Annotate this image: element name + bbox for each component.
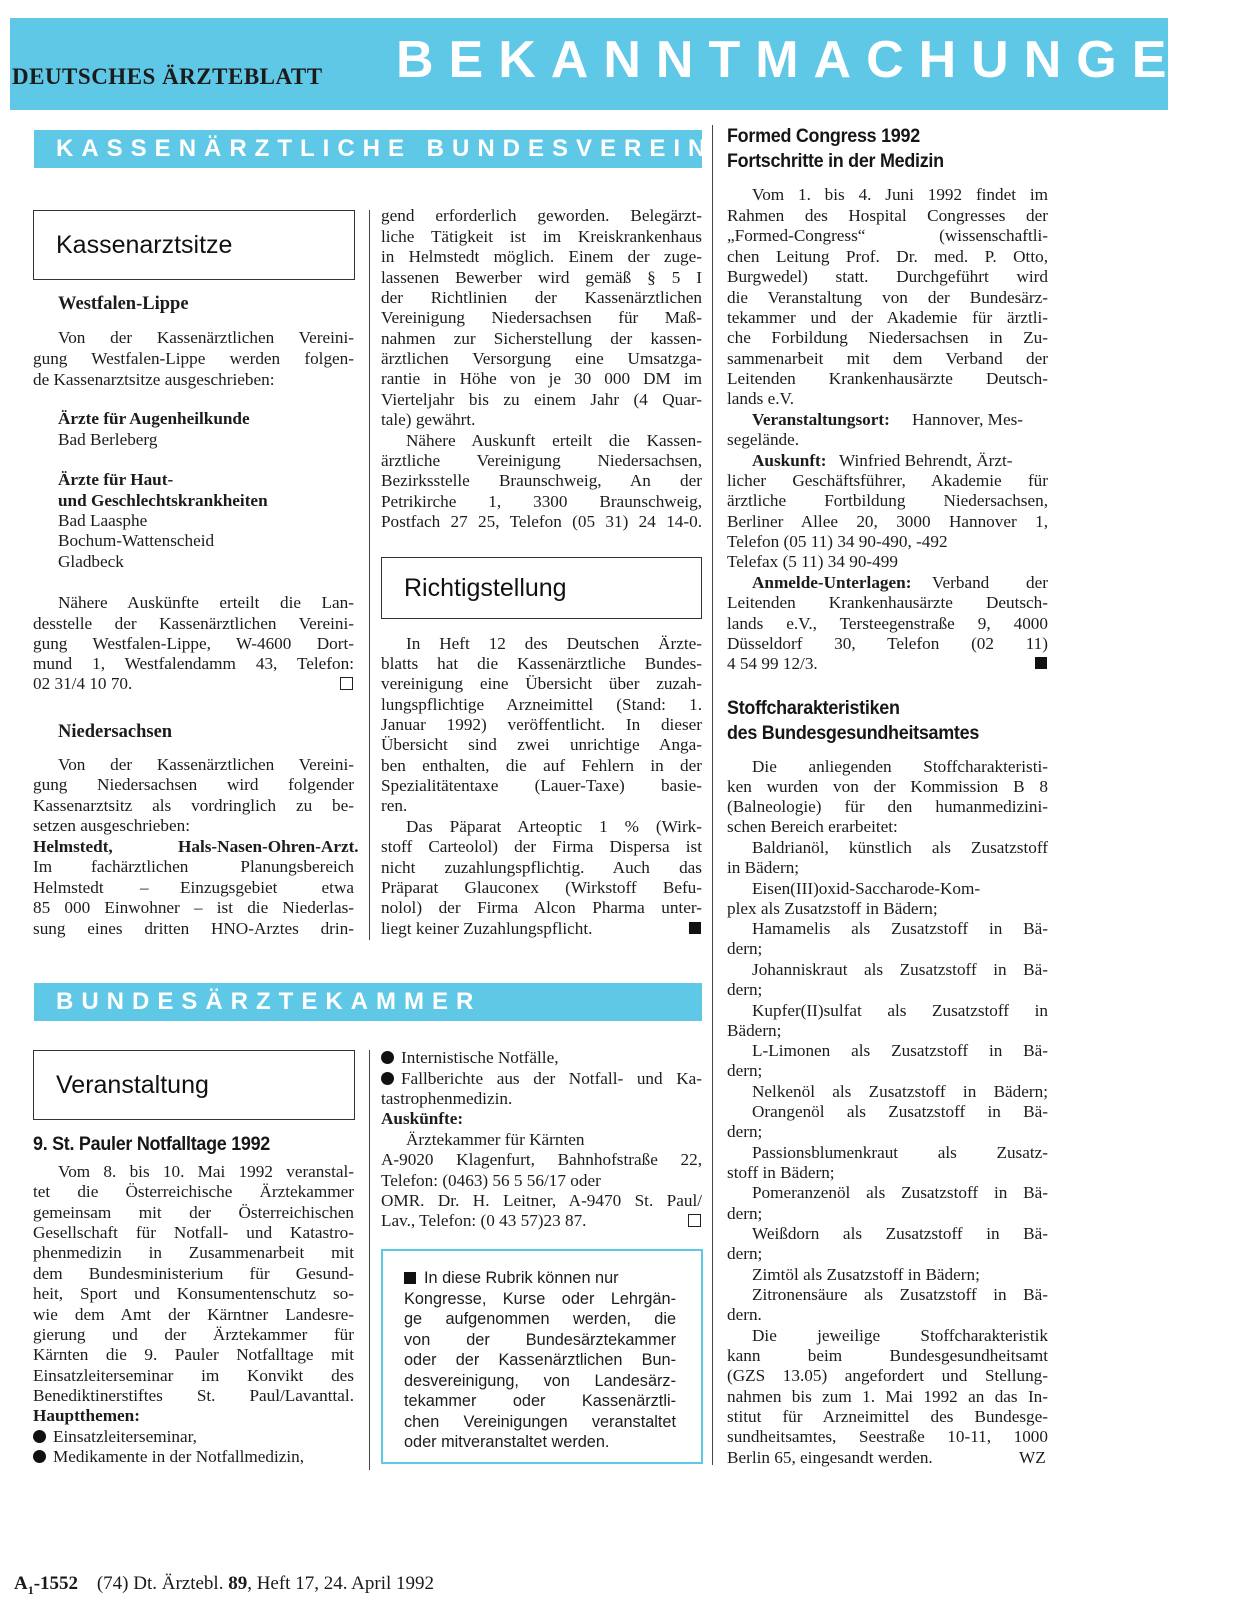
text-line: gung Westfalen-Lippe, W-4600 Dort- xyxy=(33,634,354,653)
text-line: In Heft 12 des Deutschen Ärzte- xyxy=(406,634,702,653)
text-line: tet die Österreichische Ärztekammer xyxy=(33,1182,354,1201)
text-line: setzen ausgeschrieben: xyxy=(33,816,191,835)
bullet-item xyxy=(381,1068,702,1089)
text-line: vereinigung eine Übersicht über zuzah- xyxy=(381,674,702,693)
text-line: schen Bereich erarbeitet: xyxy=(727,817,898,836)
text-line: ren. xyxy=(381,796,408,815)
text-line: Spezialitätentaxe (Lauer-Taxe) basie- xyxy=(381,776,702,795)
text-line: gierung und der Ärztekammer für xyxy=(33,1325,354,1344)
subheading: Ärzte für Augenheilkunde xyxy=(58,409,250,428)
label-veranstaltungsort: Veranstaltungsort: xyxy=(752,410,890,429)
text-line: kann beim Bundesgesundheitsamt xyxy=(727,1346,1048,1365)
text-line: liche Tätigkeit ist im Kreiskrankenhaus xyxy=(381,227,702,246)
heading-box-kassenarztsitze: Kassenarztsitze xyxy=(33,210,355,280)
text-line: Berliner Allee 20, 3000 Hannover 1, xyxy=(727,512,1048,531)
footer-volume: 89 xyxy=(228,1573,248,1594)
label-anmelde: Anmelde-Unterlagen: xyxy=(752,573,912,592)
text-line: Baldrianöl, künstlich als Zusatzstoff xyxy=(752,838,1048,857)
text-line: ken wurden von der Kommission B 8 xyxy=(727,777,1048,796)
notice-line xyxy=(404,1268,619,1289)
notice-line: chen Vereinigungen veranstaltet xyxy=(404,1413,676,1431)
bullet-text: Fallberichte aus der Notfall- und Ka- xyxy=(401,1069,702,1088)
text-line: Kärnten die 9. Pauler Notfalltage mit xyxy=(33,1345,354,1364)
notice-line: oder der Kassenärztlichen Bun- xyxy=(404,1351,676,1369)
text-line: ärztlichen Versorgung eine Umsatzga- xyxy=(381,349,702,368)
text-line: „Formed-Congress“ (wissenschaftli- xyxy=(727,226,1048,245)
text-line: Von der Kassenärztlichen Vereini- xyxy=(58,755,354,774)
heading-box-veranstaltung: Veranstaltung xyxy=(33,1050,355,1120)
text-line: Leitenden Krankenhausärzte Deutsch- xyxy=(727,593,1048,612)
text-line: dem Bundesministerium für Gesund- xyxy=(33,1264,354,1283)
text-line: licher Geschäftsführer, Akademie für xyxy=(727,471,1048,490)
bullet-dot xyxy=(33,1450,46,1463)
notice-marker xyxy=(404,1272,416,1284)
headline-formed-2: Fortschritte in der Medizin xyxy=(727,150,944,172)
text-line: Bochum-Wattenscheid xyxy=(58,531,215,550)
headline-stoff-1: Stoffcharakteristiken xyxy=(727,697,900,719)
text-line: sundheitsamtes, Seestraße 10-11, 1000 xyxy=(727,1427,1048,1446)
text-line: (Balneologie) für den humanmedizini- xyxy=(727,797,1048,816)
text-line: dern; xyxy=(727,1061,763,1080)
text-line: gung Westfalen-Lippe werden folgen- xyxy=(33,349,354,368)
text-line: L-Limonen als Zusatzstoff in Bä- xyxy=(752,1041,1048,1060)
text-line: sammenarbeit mit dem Verband der xyxy=(727,349,1048,368)
text-line: Helmstedt xyxy=(33,878,104,897)
text-line: Benediktinerstiftes St. Paul/Lavanttal. xyxy=(33,1386,354,1405)
text-line: mund 1, Westfalendamm 43, Telefon: xyxy=(33,654,354,673)
text-line: Vom 8. bis 10. Mai 1992 veranstal- xyxy=(58,1162,354,1181)
text-line: Weißdorn als Zusatzstoff in Bä- xyxy=(752,1224,1048,1243)
bullet-text: Internistische Notfälle, xyxy=(401,1048,559,1067)
text-line: fachärztlichen Planungsbereich xyxy=(91,857,354,876)
footer-page-letter: A xyxy=(14,1573,28,1594)
text-line: Düsseldorf 30, Telefon (02 11) xyxy=(727,634,1048,653)
text-line: nicht zuzahlungspflichtig. Auch das xyxy=(381,858,702,877)
column-rule xyxy=(712,125,713,1465)
text-line: Telefon (05 11) 34 90-490, -492 xyxy=(727,532,948,551)
text-line: dern. xyxy=(727,1305,762,1324)
text-line: plex als Zusatzstoff in Bädern; xyxy=(727,899,938,918)
bullet-text: Einsatzleiterseminar, xyxy=(53,1427,197,1446)
text-line: Rahmen des Hospital Congresses der xyxy=(727,206,1048,225)
text-line: Nelkenöl als Zusatzstoff in Bädern; xyxy=(752,1082,1048,1101)
text-line: Ärztekammer für Kärnten xyxy=(406,1130,585,1149)
text-line: Die anliegenden Stoffcharakteristi- xyxy=(752,757,1048,776)
label-auskuenfte: Auskünfte: xyxy=(381,1109,464,1128)
subheading: Niedersachsen xyxy=(58,722,173,742)
text-line: Zitronensäure als Zusatzstoff in Bä- xyxy=(752,1285,1048,1304)
text-line: in Bädern; xyxy=(727,858,800,877)
label-hauptthemen: Hauptthemen: xyxy=(33,1406,140,1425)
text-line: lands e.V., Tersteegenstraße 9, 4000 xyxy=(727,614,1048,633)
text-line: Nähere Auskunft erteilt die Kassen- xyxy=(406,431,702,450)
text-line: Bezirksstelle Braunschweig, An der xyxy=(381,471,702,490)
text-line: Januar 1992) veröffentlicht. In dieser xyxy=(381,715,702,734)
text-line: dern; xyxy=(727,980,763,999)
text-line: nolol) der Firma Alcon Pharma unter- xyxy=(381,898,702,917)
footer-page-sub: 1 xyxy=(27,1582,34,1597)
text-line: Johanniskraut als Zusatzstoff in Bä- xyxy=(752,960,1048,979)
text-line: Postfach 27 25, Telefon (05 31) 24 14-0. xyxy=(381,512,702,531)
text-line: Burgwedel) statt. Durchgeführt wird xyxy=(727,267,1048,286)
text-line: stoff Carteolol) der Firma Dispersa ist xyxy=(381,837,702,856)
bullet-item xyxy=(381,1047,559,1068)
text-line: chen Leitung Prof. Dr. med. P. Otto, xyxy=(727,247,1048,266)
subheading: Westfalen-Lippe xyxy=(58,294,189,314)
text-line: phenmedizin in Zusammenarbeit mit xyxy=(33,1243,354,1262)
headline-formed-1: Formed Congress 1992 xyxy=(727,125,920,147)
text-line: Kupfer(II)sulfat als Zusatzstoff in xyxy=(752,1001,1048,1020)
text-line: dern; xyxy=(727,939,763,958)
text-line: die Veranstaltung von der Bundesärz- xyxy=(727,288,1048,307)
footer-issue: , Heft 17, 24. April 1992 xyxy=(247,1573,435,1594)
text-line: desstelle der Kassenärztlichen Vereini- xyxy=(33,614,354,633)
text-line: in Helmstedt möglich. Einem der zuge- xyxy=(381,247,702,266)
text-line: dern; xyxy=(727,1244,763,1263)
section-bar-baek: BUNDESÄRZTEKAMMER xyxy=(34,983,702,1021)
text-line: ärztliche Fortbildung Niedersachsen, xyxy=(727,491,1048,510)
text-line: Nähere Auskünfte erteilt die Lan- xyxy=(58,593,354,612)
end-mark-open-square xyxy=(340,677,353,690)
section-title: BEKANNTMACHUNGEN xyxy=(396,31,1234,89)
text-line: Gladbeck xyxy=(58,552,124,571)
text-line: heit, Sport und Konsumentenschutz so- xyxy=(33,1284,354,1303)
headline-stoff-2: des Bundesgesundheitsamtes xyxy=(727,722,980,744)
notice-line: ge aufgenommen werden, die xyxy=(404,1310,676,1328)
text-line: Vereinigung Niedersachsen für Maß- xyxy=(381,308,702,327)
end-mark-filled-square xyxy=(1035,657,1047,669)
text-line: blatts hat die Kassenärztliche Bundes- xyxy=(381,654,702,673)
text-line: ärztliche Vereinigung Niedersachsen, xyxy=(381,451,702,470)
text-line: Eisen(III)oxid-Saccharode-Kom- xyxy=(752,879,981,898)
bullet-dot xyxy=(381,1051,394,1064)
heading-box-richtigstellung: Richtigstellung xyxy=(381,557,702,619)
text-line: Leitenden Krankenhausärzte Deutsch- xyxy=(727,369,1048,388)
bullet-text: Medikamente in der Notfallmedizin, xyxy=(53,1447,305,1466)
text-line: Helmstedt, xyxy=(33,837,113,856)
text-line: Im xyxy=(33,857,53,876)
text-line: Berlin 65, eingesandt werden. xyxy=(727,1448,933,1467)
text-line: Das Päparat Arteoptic 1 % (Wirk- xyxy=(406,817,702,836)
text-line: dern; xyxy=(727,1204,763,1223)
text-line: lands e.V. xyxy=(727,389,794,408)
author-initials: WZ xyxy=(1019,1448,1046,1467)
text-line: 02 31/4 10 70. xyxy=(33,674,133,693)
text-line: Einsatzleiterseminar im Konvikt des xyxy=(33,1366,354,1385)
text-line: stoff in Bädern; xyxy=(727,1163,835,1182)
text-line: Telefax (5 11) 34 90-499 xyxy=(727,552,898,571)
text-line: ben enthalten, die auf Fehlern in der xyxy=(381,756,702,775)
text-line: gend erforderlich geworden. Belegärzt- xyxy=(381,206,702,225)
subheading: Ärzte für Haut- xyxy=(58,470,174,489)
text-line: segelände. xyxy=(727,430,800,449)
footer-page-number: -1552 xyxy=(33,1573,79,1594)
text-line: tastrophenmedizin. xyxy=(381,1089,513,1108)
text-line: Winfried Behrendt, Ärzt- xyxy=(839,451,1013,470)
text-line: Hamamelis als Zusatzstoff in Bä- xyxy=(752,919,1048,938)
notice-line: tekammer oder Kassenärztli- xyxy=(404,1392,676,1410)
text-line: Kassenarztsitz als vordringlich zu be- xyxy=(33,796,354,815)
text-line: Übersicht sind zwei unrichtige Anga- xyxy=(381,735,702,754)
notice-line-text: In diese Rubrik können nur xyxy=(424,1269,619,1287)
text-line: Petrikirche 1, 3300 Braunschweig, xyxy=(381,492,702,511)
text-line: Einzugsgebiet etwa xyxy=(180,878,354,897)
text-line: Gesellschaft für Notfall- und Katastro- xyxy=(33,1223,354,1242)
notice-line: desvereinigung, von Landesärz- xyxy=(404,1372,676,1390)
label-auskunft: Auskunft: xyxy=(752,451,827,470)
text-line: Von der Kassenärztlichen Vereini- xyxy=(58,328,354,347)
text-line: rantie in Höhe von je 30 000 DM im xyxy=(381,369,702,388)
end-mark-open-square xyxy=(688,1214,701,1227)
text-line: Bad Berleberg xyxy=(58,430,158,449)
text-line: Hannover, Mes- xyxy=(912,410,1023,429)
text-line: Hals-Nasen-Ohren-Arzt. xyxy=(178,837,359,856)
text-line: Passionsblumenkraut als Zusatz- xyxy=(752,1143,1048,1162)
text-line: OMR. Dr. H. Leitner, A-9470 St. Paul/ xyxy=(381,1191,702,1210)
text-line: – xyxy=(140,878,149,897)
text-line: Die jeweilige Stoffcharakteristik xyxy=(752,1326,1048,1345)
journal-name: DEUTSCHES ÄRZTEBLATT xyxy=(12,64,323,89)
text-line: lassenen Bewerber wird gemäß § 5 I xyxy=(381,268,702,287)
bullet-item xyxy=(33,1446,304,1467)
text-line: (GZS 13.05) angefordert und Stellung- xyxy=(727,1366,1048,1385)
column-rule xyxy=(369,210,370,940)
text-line: che Forbildung Niedersachsen in Zu- xyxy=(727,328,1048,347)
text-line: der Richtlinien der Kassenärztlichen xyxy=(381,288,702,307)
text-line: sung eines dritten HNO-Arztes drin- xyxy=(33,919,354,938)
bullet-item xyxy=(33,1426,197,1447)
text-line: Bad Laasphe xyxy=(58,511,148,530)
text-line: de Kassenarztsitze ausgeschrieben: xyxy=(33,370,275,389)
section-bar-kbv: KASSENÄRZTLICHE BUNDESVEREINIGUNG xyxy=(34,130,702,168)
text-line: gung Niedersachsen wird folgender xyxy=(33,775,354,794)
text-line: nahmen zur Sicherstellung der kassen- xyxy=(381,329,702,348)
text-line: A-9020 Klagenfurt, Bahnhofstraße 22, xyxy=(381,1150,702,1169)
text-line: stitut für Arzneimittel des Bundesge- xyxy=(727,1407,1048,1426)
text-line: Bädern; xyxy=(727,1021,782,1040)
text-line: Telefon: (0463) 56 5 56/17 oder xyxy=(381,1171,601,1190)
text-line: tekammer und der Akademie für ärztli- xyxy=(727,308,1048,327)
text-line: Lav., Telefon: (0 43 57)23 87. xyxy=(381,1211,587,1230)
end-mark-filled-square xyxy=(689,922,701,934)
text-line: 4 54 99 12/3. xyxy=(727,654,818,673)
subheading: und Geschlechtskrankheiten xyxy=(58,491,268,510)
bullet-dot xyxy=(381,1072,394,1085)
notice-line: oder mitveranstaltet werden. xyxy=(404,1433,610,1451)
text-line: liegt keiner Zuzahlungspflicht. xyxy=(381,919,593,938)
text-line: Pomeranzenöl als Zusatzstoff in Bä- xyxy=(752,1183,1048,1202)
text-line: gemeinsam mit der Österreichischen xyxy=(33,1203,354,1222)
text-line: Vierteljahr bis zu einem Jahr (4 Quar- xyxy=(381,390,702,409)
text-line: wie dem Amt der Kärntner Landesre- xyxy=(33,1305,354,1324)
text-line: tale) gewährt. xyxy=(381,410,476,429)
bullet-dot xyxy=(33,1430,46,1443)
text-line: 85 000 Einwohner – ist die Niederlas- xyxy=(33,898,354,917)
page-footer xyxy=(14,1573,434,1598)
footer-citation: (74) Dt. Ärztebl. xyxy=(96,1573,229,1594)
text-line: lungspflichtige Arzneimittel (Stand: 1. xyxy=(381,695,702,714)
notice-line: Kongresse, Kurse oder Lehrgän- xyxy=(404,1290,676,1308)
text-line: Präparat Glauconex (Wirkstoff Befu- xyxy=(381,878,702,897)
column-rule xyxy=(369,1050,370,1470)
headline-notfalltage: 9. St. Pauler Notfalltage 1992 xyxy=(33,1133,271,1155)
text-line: nahmen bis zum 1. Mai 1992 an das In- xyxy=(727,1387,1048,1406)
text-line: Vom 1. bis 4. Juni 1992 findet im xyxy=(752,185,1048,204)
text-line: Orangenöl als Zusatzstoff in Bä- xyxy=(752,1102,1048,1121)
notice-line: von der Bundesärztekammer xyxy=(404,1331,676,1349)
text-line: Verband der xyxy=(932,573,1048,592)
text-line: dern; xyxy=(727,1122,763,1141)
text-line: Zimtöl als Zusatzstoff in Bädern; xyxy=(752,1265,980,1284)
